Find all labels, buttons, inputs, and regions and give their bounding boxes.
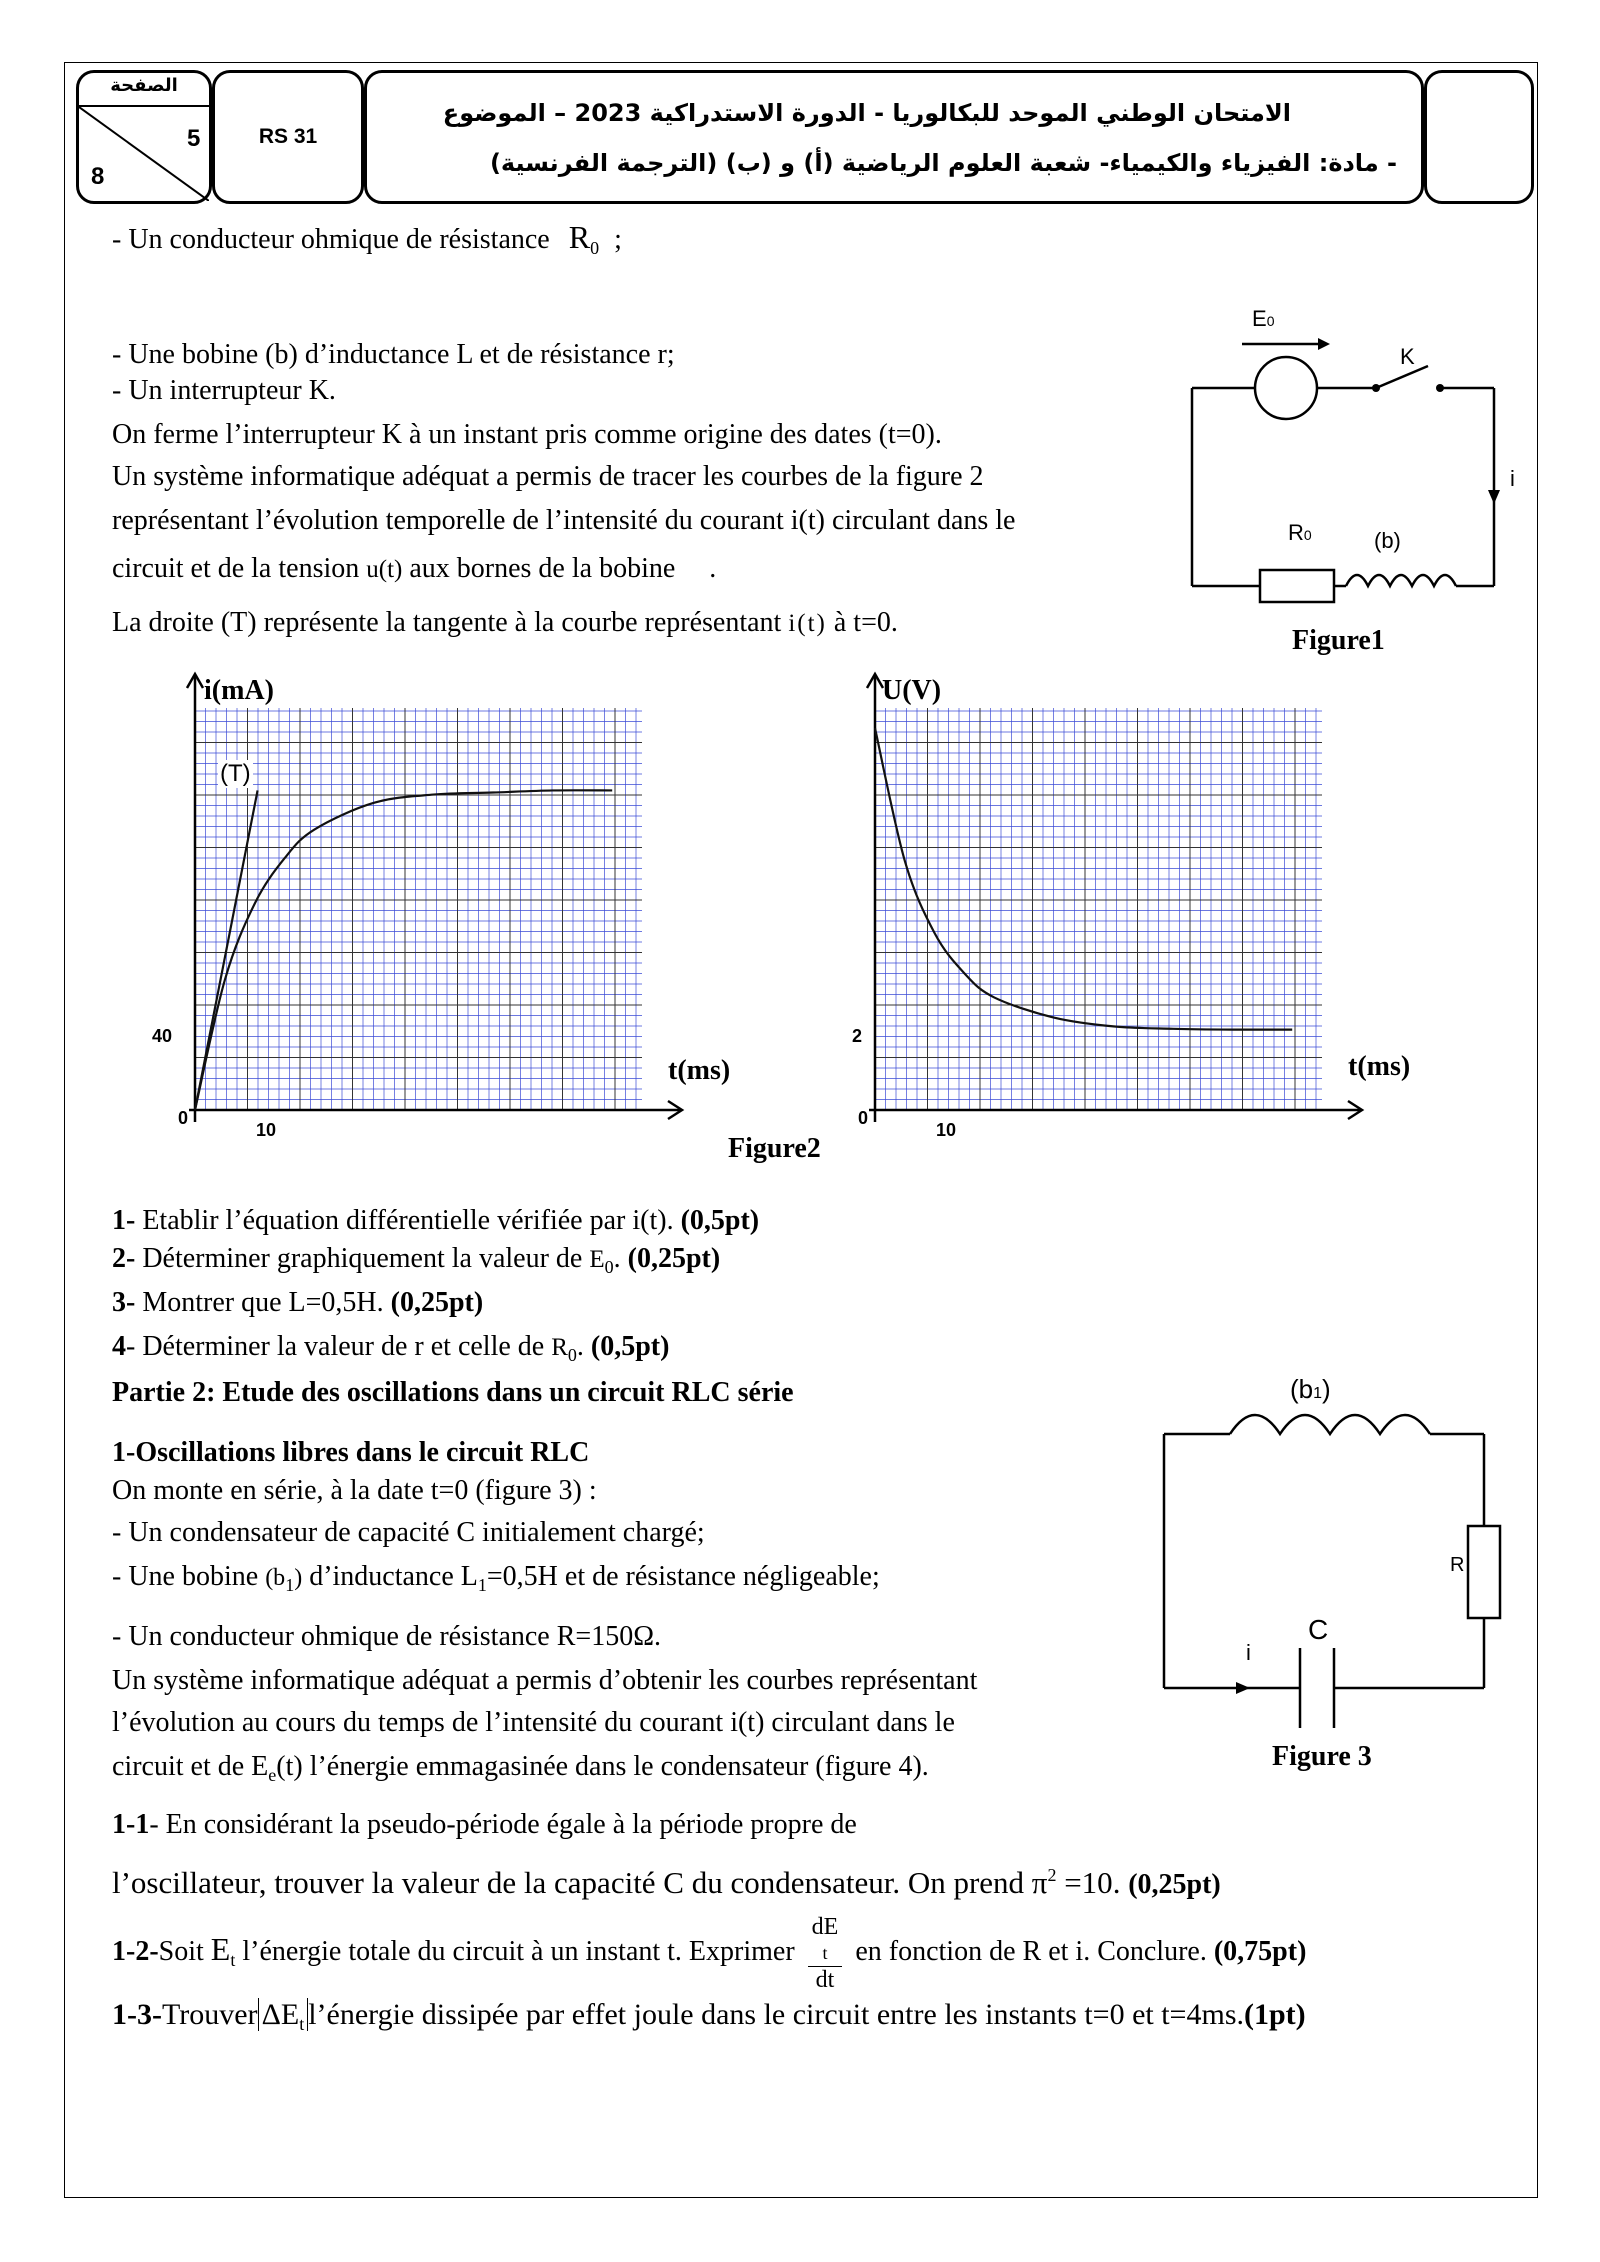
fig1-R0-label: R0 xyxy=(1288,520,1312,545)
figure1-caption: Figure1 xyxy=(1292,625,1385,656)
chart1-origin: 0 xyxy=(178,1108,189,1128)
question-1-2: 1-2-Soit $E_t$ l’énergie totale du circuit à un instant t. Exprimer dE t dt en fonction de R et i. Conclure. (0,75pt) xyxy=(112,1914,1307,1993)
question-1-3: 1-3-Trouver $\Delta E_t$ l’énergie dissipée par effet joule dans le circuit entre les instants t=0 et t=4ms.(1pt) xyxy=(112,1998,1306,2034)
text-resistor-line: - Un conducteur ohmique de résistance $R_0$ ; xyxy=(112,219,622,258)
chart-voltage xyxy=(830,670,1370,1140)
chart1-xtick-10: 10 xyxy=(256,1120,277,1140)
fig3-C-label: C xyxy=(1308,1614,1329,1645)
chart2-xtick-10: 10 xyxy=(936,1120,957,1140)
page-total: 8 xyxy=(91,163,105,190)
text-coil-line: - Une bobine (b) d’inductance L et de résistance r; xyxy=(112,339,675,370)
question-1-1a: 1-1- En considérant la pseudo-période égale à la période propre de xyxy=(112,1809,857,1840)
text-current-line: représentant l’évolution temporelle de l’intensité du courant i(t) circulant dans le xyxy=(112,505,1016,536)
exam-title-line1: الامتحان الوطني الموحد للبكالوريا - الدورة الاستدراكية 2023 – الموضوع xyxy=(442,99,1291,127)
chart1-ylabel: i(mA) xyxy=(204,675,274,706)
part2-subtitle: 1-Oscillations libres dans le circuit RLC xyxy=(112,1437,590,1468)
text-tangent-line: La droite (T) représente la tangente à la courbe représentant i(t) à t=0. xyxy=(112,607,898,638)
fig1-i-label: i xyxy=(1510,466,1515,491)
question-2: 2- Déterminer graphiquement la valeur de $E_0$. (0,25pt) xyxy=(112,1243,721,1277)
part2-line-system: Un système informatique adéquat a permis d’obtenir les courbes représentant xyxy=(112,1665,978,1696)
chart2-ytick-2: 2 xyxy=(852,1026,863,1046)
part2-title: Partie 2: Etude des oscillations dans un circuit RLC série xyxy=(112,1377,794,1408)
fig3-R-label: R xyxy=(1450,1554,1465,1576)
page-word: الصفحة xyxy=(110,75,178,96)
page-number-box xyxy=(76,70,212,204)
part2-line-capacitor: - Un condensateur de capacité C initialement chargé; xyxy=(112,1517,705,1548)
exam-title-box xyxy=(364,70,1424,204)
exam-code: RS 31 xyxy=(258,125,318,148)
figure3-circuit xyxy=(1150,1390,1550,1740)
part2-line-coil: - Une bobine $(b_1)$ d’inductance $L_1=0,5H$ et de résistance négligeable; xyxy=(112,1561,880,1595)
figure3-caption: Figure 3 xyxy=(1272,1741,1372,1772)
chart2-origin: 0 xyxy=(858,1108,869,1128)
fig1-E0-label: E0 xyxy=(1252,306,1275,331)
part2-line-evolution: l’évolution au cours du temps de l’intensité du courant i(t) circulant dans le xyxy=(112,1707,955,1738)
exam-code-box xyxy=(212,70,364,204)
question-4: 4- Déterminer la valeur de r et celle de $R_0$. (0,5pt) xyxy=(112,1331,670,1365)
chart2-ylabel: U(V) xyxy=(882,675,942,706)
text-voltage-line: circuit et de la tension u(t) aux bornes de la bobine . xyxy=(112,553,717,584)
exam-title-line2: - مادة: الفيزياء والكيمياء- شعبة العلوم الرياضية (أ) و (ب) (الترجمة الفرنسية) xyxy=(489,149,1397,177)
question-1: 1- Etablir l’équation différentielle vérifiée par i(t). (0,5pt) xyxy=(112,1205,760,1236)
fig3-i-label: i xyxy=(1246,1640,1251,1665)
text-system-line: Un système informatique adéquat a permis de tracer les courbes de la figure 2 xyxy=(112,461,984,492)
figure1-circuit xyxy=(1170,300,1520,620)
fig1-K-label: K xyxy=(1400,344,1415,369)
question-1-1b: l’oscillateur, trouver la valeur de la capacité C du condensateur. On prend $\pi^2 =10$. (0,25pt) xyxy=(112,1865,1221,1900)
text-switch-line: - Un interrupteur K. xyxy=(112,375,336,406)
part2-line-resistor: - Un conducteur ohmique de résistance R=150Ω. xyxy=(112,1621,662,1652)
chart1-ytick-40: 40 xyxy=(152,1026,173,1046)
fig3-b1-label: (b1) xyxy=(1290,1374,1331,1404)
figure2-caption: Figure2 xyxy=(728,1133,821,1164)
chart1-tangent-label: (T) xyxy=(220,760,251,787)
question-3: 3- Montrer que L=0,5H. (0,25pt) xyxy=(112,1287,484,1318)
chart-current xyxy=(150,670,690,1140)
chart2-xlabel: t(ms) xyxy=(1348,1051,1411,1082)
fig1-b-label: (b) xyxy=(1374,528,1401,553)
text-close-switch: On ferme l’interrupteur K à un instant pris comme origine des dates (t=0). xyxy=(112,419,942,450)
part2-line-energy: circuit et de $E_e(t)$ l’énergie emmagasinée dans le condensateur (figure 4). xyxy=(112,1751,929,1785)
part2-line-mount: On monte en série, à la date t=0 (figure 3) : xyxy=(112,1475,597,1506)
page-number: 5 xyxy=(187,125,201,152)
chart1-xlabel: t(ms) xyxy=(668,1055,731,1086)
header-empty-box xyxy=(1424,70,1534,204)
chart1-series-0 xyxy=(195,790,612,1110)
